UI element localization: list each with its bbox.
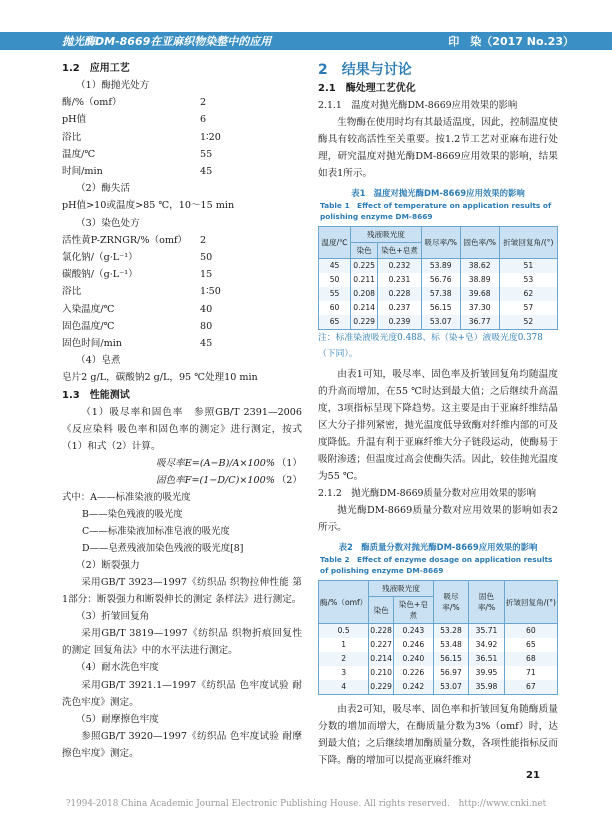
table-header-cell: 吸尽率/%	[421, 227, 460, 259]
recipe-row: 固色时间/min 45	[62, 338, 213, 350]
table-header-cell: 酶/%（omf）	[319, 581, 369, 624]
table-header-cell: 吸尽率/%	[433, 581, 469, 624]
recipe-row: 入染温度/℃ 40	[62, 303, 213, 315]
table-1	[318, 226, 558, 330]
test-4-text: 采用GB/T 3921.1—1997《纺织品 色牢度试验 耐洗色牢度》测定。	[62, 679, 302, 708]
enzyme-recipe-heading: （1）酶抛光处方	[76, 80, 150, 91]
enzyme-deactivation-text: pH值>10或温度>85 ℃，10～15 min	[62, 200, 235, 212]
table-row: 60 0.214 0.237 56.15 37.30 57	[319, 301, 558, 315]
table-header-cell: 残液吸光度	[369, 581, 433, 597]
table-1-caption: 表1 温度对抛光酶DM-8669应用效果的影响	[351, 188, 525, 198]
table-2-caption-en: Table 2 Effect of enzyme dosage on application results of polishing enzyme DM-8669	[320, 555, 553, 575]
left-column	[62, 60, 302, 762]
table-row: 4 0.229 0.242 53.07 35.98 67	[319, 680, 558, 695]
enzyme-recipe-list	[62, 94, 302, 180]
test-2-text: 采用GB/T 3923—1997《纺织品 织物拉伸性能 第1部分：断裂强力和断裂伸长的测定 条样法》进行测定。	[62, 577, 302, 606]
formula-1: 吸尽率E=(A−B)/A×100% （1）	[156, 457, 302, 469]
table-row: 3 0.210 0.226 56.97 39.95 71	[319, 666, 558, 680]
recipe-row: 活性黄P-ZRNGR/%（omf） 2	[62, 234, 207, 246]
journal-issue: 印 染（2017 No.23）	[448, 35, 574, 48]
section-2-1-title: 2.1 酶处理工艺优化	[318, 83, 416, 94]
formula-2: 固色率F=(1−D/C)×100% （2）	[156, 474, 302, 486]
table-header-cell: 折皱回复角/(°)	[504, 581, 557, 624]
formula-definition: D——皂煮残液加染色残液的吸光度[8]	[82, 543, 244, 555]
test-1-text: （1）吸尽率和固色率 参照GB/T 2391—2006《反应染料 吸色率和固色率的测定》进行测定，按式（1）和式（2）计算。	[62, 406, 302, 452]
dyeing-recipe-heading: （3）染色处方	[76, 217, 140, 229]
test-4-heading: （4）耐水洗色牢度	[76, 662, 159, 674]
page-number: 21	[526, 770, 540, 781]
table-1-note: 注：标准染液吸光度0.488、标（染+皂）液吸光度0.378（下同）。	[318, 333, 543, 359]
test-5-text: 参照GB/T 3920—1997《纺织品 色牢度试验 耐摩擦色牢度》测定。	[62, 730, 302, 759]
recipe-row: 碳酸钠/（g·L⁻¹） 15	[62, 269, 213, 281]
formula-definition: C——标准染液加标准皂液的吸光度	[82, 526, 230, 538]
section-1-2-title: 1.2 应用工艺	[62, 63, 130, 74]
soaping-heading: （4）皂煮	[76, 355, 121, 367]
test-5-heading: （5）耐摩擦色牢度	[76, 713, 159, 725]
soaping-text: 皂片2 g/L，碳酸钠2 g/L，95 ℃处理10 min	[62, 372, 258, 384]
section-2-1-2-title: 2.1.2 抛光酶DM-8669质量分数对应用效果的影响	[318, 488, 536, 499]
test-3-text: 采用GB/T 3819—1997《纺织品 织物折痕回复性的测定 回复角法》中的水平法进行测定。	[62, 628, 302, 657]
section-2-title: 2 结果与讨论	[318, 62, 412, 78]
table-row: 0.5 0.228 0.243 53.28 35.71 60	[319, 624, 558, 639]
enzyme-deactivation-heading: （2）酶失活	[76, 183, 131, 195]
recipe-row: 固色温度/℃ 80	[62, 320, 213, 332]
table-header-cell: 固色率/%	[460, 227, 499, 259]
table-header-cell: 温度/℃	[319, 227, 351, 259]
section-2-1-1-title: 2.1.1 温度对抛光酶DM-8669应用效果的影响	[318, 100, 518, 111]
formula-definition: 式中：A——标准染液的吸光度	[62, 492, 191, 504]
table-row: 50 0.211 0.231 56.76 38.89 53	[319, 273, 558, 287]
table-row: 2 0.214 0.240 56.15 36.51 68	[319, 652, 558, 666]
table-header-cell: 染色	[351, 243, 378, 259]
table-header-cell: 染色+皂煮	[378, 243, 422, 259]
paragraph: 生物酶在使用时均有其最适温度，因此，控制温度使酶具有较高活性至关重要。按1.2节工艺对亚麻布进行处理，研究温度对抛光酶DM-8669应用效果的影响，结果如表1所示。	[318, 117, 558, 179]
table-header-cell: 染色	[369, 597, 394, 624]
recipe-row: 浴比 1∶50	[62, 286, 221, 298]
article-running-title: 抛光酶DM-8669在亚麻织物染整中的应用	[62, 35, 272, 48]
formula-definition: B——染色残液的吸光度	[82, 509, 183, 521]
test-3-heading: （3）折皱回复角	[76, 611, 150, 623]
copyright-footer: ?1994-2018 China Academic Journal Electronic Publishing House. All rights reserved. http://www.cnki.net	[65, 799, 547, 809]
recipe-row: 浴比 1∶20	[62, 131, 221, 143]
page-header	[0, 0, 612, 52]
table-1-caption-en: Table 1 Effect of temperature on application results of polishing enzyme DM-8669	[320, 201, 552, 221]
recipe-row: 温度/℃ 55	[62, 148, 213, 160]
table-row: 1 0.227 0.246 53.48 34.92 65	[319, 638, 558, 652]
table-header-cell: 折皱回复角/(°)	[499, 227, 557, 259]
right-column	[318, 60, 558, 769]
table-header-cell: 染色+皂煮	[393, 597, 433, 624]
paragraph: 抛光酶DM-8669质量分数对应用效果的影响如表2所示。	[318, 505, 558, 533]
recipe-row: 氯化钠/（g·L⁻¹） 50	[62, 252, 213, 264]
recipe-row: 酶/%（omf） 2	[62, 97, 207, 109]
recipe-row: 时间/min 45	[62, 166, 213, 178]
table-header-cell: 固色率/%	[469, 581, 505, 624]
table-2	[318, 580, 558, 695]
paragraph: 由表1可知，吸尽率、固色率及折皱回复角均随温度的升高而增加，在55 ℃时达到最大值；之后继续升高温度，3项指标呈现下降趋势。这主要是由于亚麻纤维结晶区大分子排列紧密，抛光温度低导致酶对纤维内部的可及度降低。升温有利于亚麻纤维大分子链段运动，使酶易于吸附渗透；但温度过高会使酶失活。因此，较佳抛光温度为55 ℃。	[318, 369, 558, 482]
table-header-cell: 残液吸光度	[351, 227, 422, 243]
recipe-row: pH值 6	[62, 114, 207, 126]
table-row: 55 0.208 0.228 57.38 39.68 62	[319, 287, 558, 301]
paragraph: 由表2可知，吸尽率、固色率和折皱回复角随酶质量分数的增加而增大，在酶质量分数为3%（omf）时，达到最大值；之后继续增加酶质量分数，各项性能指标反而下降。酶的增加可以提高亚麻纤维对	[318, 704, 558, 766]
section-1-3-title: 1.3 性能测试	[62, 389, 130, 401]
table-2-caption: 表2 酶质量分数对抛光酶DM-8669应用效果的影响	[338, 542, 538, 552]
table-row: 45 0.225 0.232 53.89 38.62 51	[319, 259, 558, 274]
table-row: 65 0.229 0.239 53.07 36.77 52	[319, 315, 558, 330]
test-2-heading: （2）断裂强力	[76, 560, 140, 572]
dyeing-recipe-list	[62, 232, 302, 352]
